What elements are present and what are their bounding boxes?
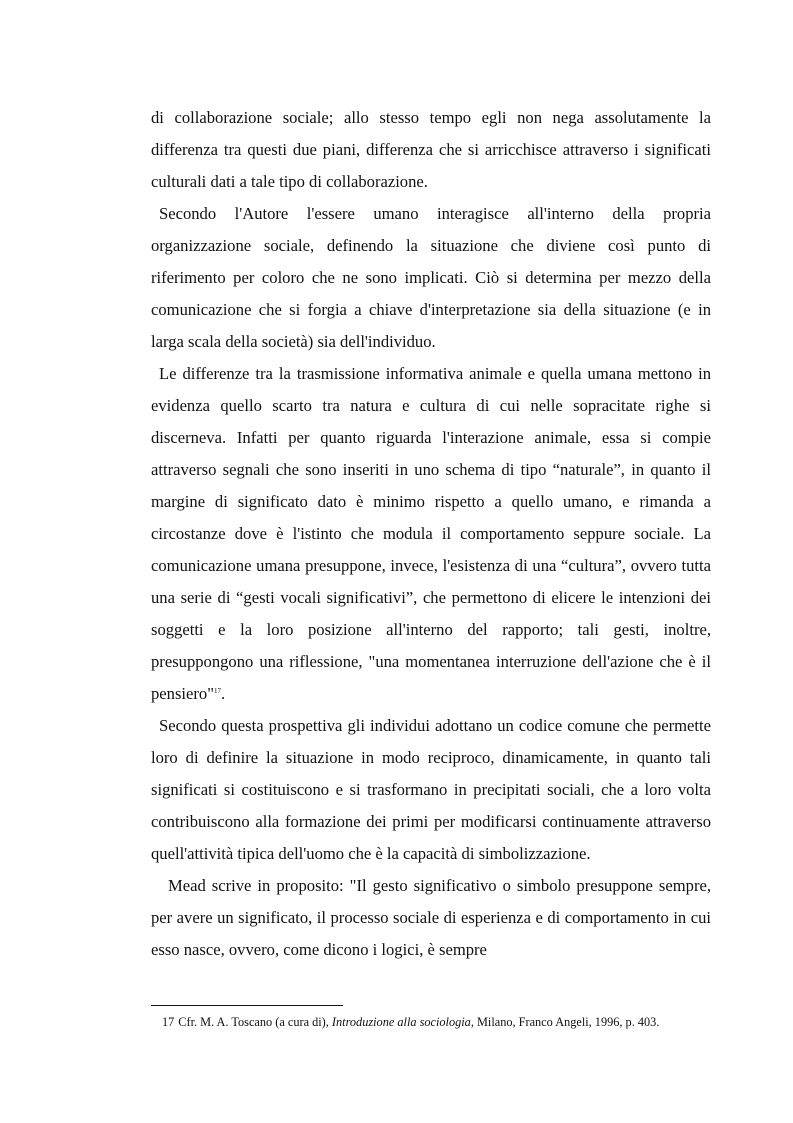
footnote-number: 17 [162, 1015, 175, 1029]
footnote-suffix: , Milano, Franco Angeli, 1996, p. 403. [470, 1015, 660, 1029]
footnote-separator [151, 1005, 343, 1006]
paragraph-5: Mead scrive in proposito: "Il gesto significativo o simbolo presuppone sempre, per avere un significato, il processo sociale di esperienza e di comportamento in cui esso nasce, ovvero, come dicono i logici, è sempre [151, 876, 711, 959]
footnote-prefix: Cfr. M. A. Toscano (a cura di), [178, 1015, 329, 1029]
paragraph-3-text: Le differenze tra la trasmissione informativa animale e quella umana mettono in evidenza quello scarto tra natura e cultura di cui nelle sopracitate righe si discerneva. Infatti per quanto riguarda l'interazione animale, essa si compie attraverso segnali che sono inseriti in uno schema di tipo “naturale”, in quanto il margine di significato dato è minimo rispetto a quello umano, e rimanda a circostanze dove è l'istinto che modula il comportamento seppure sociale. La comunicazione umana presuppone, invece, l'esistenza di una “cultura”, ovvero tutta una serie di “gesti vocali significativi”, che permettono di elicere le intenzioni dei soggetti e la loro posizione all'interno del rapporto; tali gesti, inoltre, presuppongono una riflessione, "una momentanea interruzione dell'azione che è il pensiero" [151, 364, 711, 703]
paragraph-2: Secondo l'Autore l'essere umano interagisce all'interno della propria organizzazione sociale, definendo la situazione che diviene così punto di riferimento per coloro che ne sono implicati. Ciò si determina per mezzo della comunicazione che si forgia a chiave d'interpretazione sia della situazione (e in larga scala della società) sia dell'individuo. [151, 204, 711, 351]
footnote [162, 1014, 762, 1030]
body-text [151, 102, 711, 966]
paragraph-3 [151, 358, 711, 710]
paragraph-1: di collaborazione sociale; allo stesso tempo egli non nega assolutamente la differenza tra questi due piani, differenza che si arricchisce attraverso i significati culturali dati a tale tipo di collaborazione. [151, 108, 711, 191]
footnote-title: Introduzione alla sociologia [331, 1015, 471, 1029]
paragraph-4: Secondo questa prospettiva gli individui adottano un codice comune che permette loro di definire la situazione in modo reciproco, dinamicamente, in quanto tali significati si costituiscono e si trasformano in precipitati sociali, che a loro volta contribuiscono alla formazione dei primi per modificarsi continuamente attraverso quell'attività tipica dell'uomo che è la capacità di simbolizzazione. [151, 716, 711, 863]
footnote-reference[interactable]: 17 [214, 687, 221, 695]
paragraph-3-tail: . [221, 684, 226, 703]
